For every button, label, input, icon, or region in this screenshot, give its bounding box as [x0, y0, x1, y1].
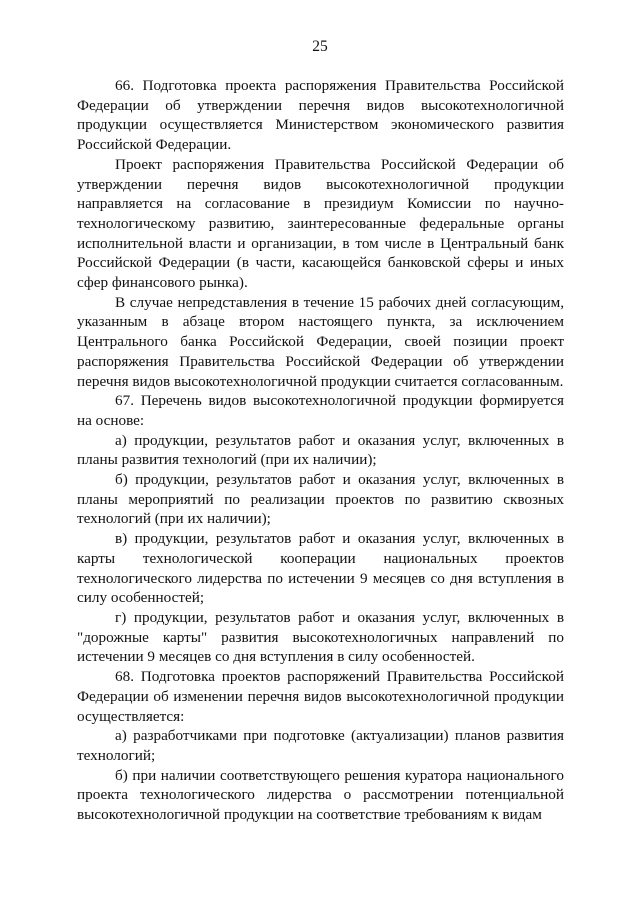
paragraph-66: 66. Подготовка проекта распоряжения Правительства Российской Федерации об утверждении перечня видов высокотехнологичной продукции осуществляется Министерством экономического развития Российской Федерации.	[77, 77, 564, 154]
document-body	[77, 76, 564, 825]
paragraph-67: 67. Перечень видов высокотехнологичной продукции формируется на основе:	[77, 392, 564, 429]
paragraph-67-item-a: а) продукции, результатов работ и оказания услуг, включенных в планы развития технологий (при их наличии);	[77, 431, 564, 469]
page-number: 25	[312, 38, 328, 55]
paragraph-67-item-g: г) продукции, результатов работ и оказания услуг, включенных в "дорожные карты" развития высокотехнологичных направлений по истечении 9 месяцев со дня вступления в силу особенностей.	[77, 608, 564, 666]
paragraph-67-item-v: в) продукции, результатов работ и оказания услуг, включенных в карты технологической кооперации национальных проектов технологического лидерства по истечении 9 месяцев со дня вступления в силу особенностей;	[77, 530, 564, 607]
paragraph-66-approval: Проект распоряжения Правительства Российской Федерации об утверждении перечня видов высокотехнологичной продукции направляется на согласование в президиум Комиссии по научно-технологическому развитию, заинтересованные федеральные органы исполнительной власти и организации, в том числе в Центральный банк Российской Федерации (в части, касающейся банковской сферы и иных сфер финансового рынка).	[77, 155, 564, 292]
paragraph-68-item-b: б) при наличии соответствующего решения куратора национального проекта технологического лидерства о рассмотрении потенциальной высокотехнологичной продукции на соответствие требованиям к видам	[77, 766, 564, 824]
paragraph-66-deemed-agreed: В случае непредставления в течение 15 рабочих дней согласующим, указанным в абзаце втором настоящего пункта, за исключением Центрального банка Российской Федерации, своей позиции проект распоряжения Правительства Российской Федерации об утверждении перечня видов высокотехнологичной продукции считается согласованным.	[77, 293, 564, 390]
paragraph-68: 68. Подготовка проектов распоряжений Правительства Российской Федерации об изменении перечня видов высокотехнологичной продукции осуществляется:	[77, 668, 564, 725]
paragraph-68-item-a: а) разработчиками при подготовке (актуализации) планов развития технологий;	[77, 727, 564, 764]
paragraph-67-item-b: б) продукции, результатов работ и оказания услуг, включенных в планы мероприятий по реализации проектов по развитию сквозных технологий (при их наличии);	[77, 471, 564, 528]
